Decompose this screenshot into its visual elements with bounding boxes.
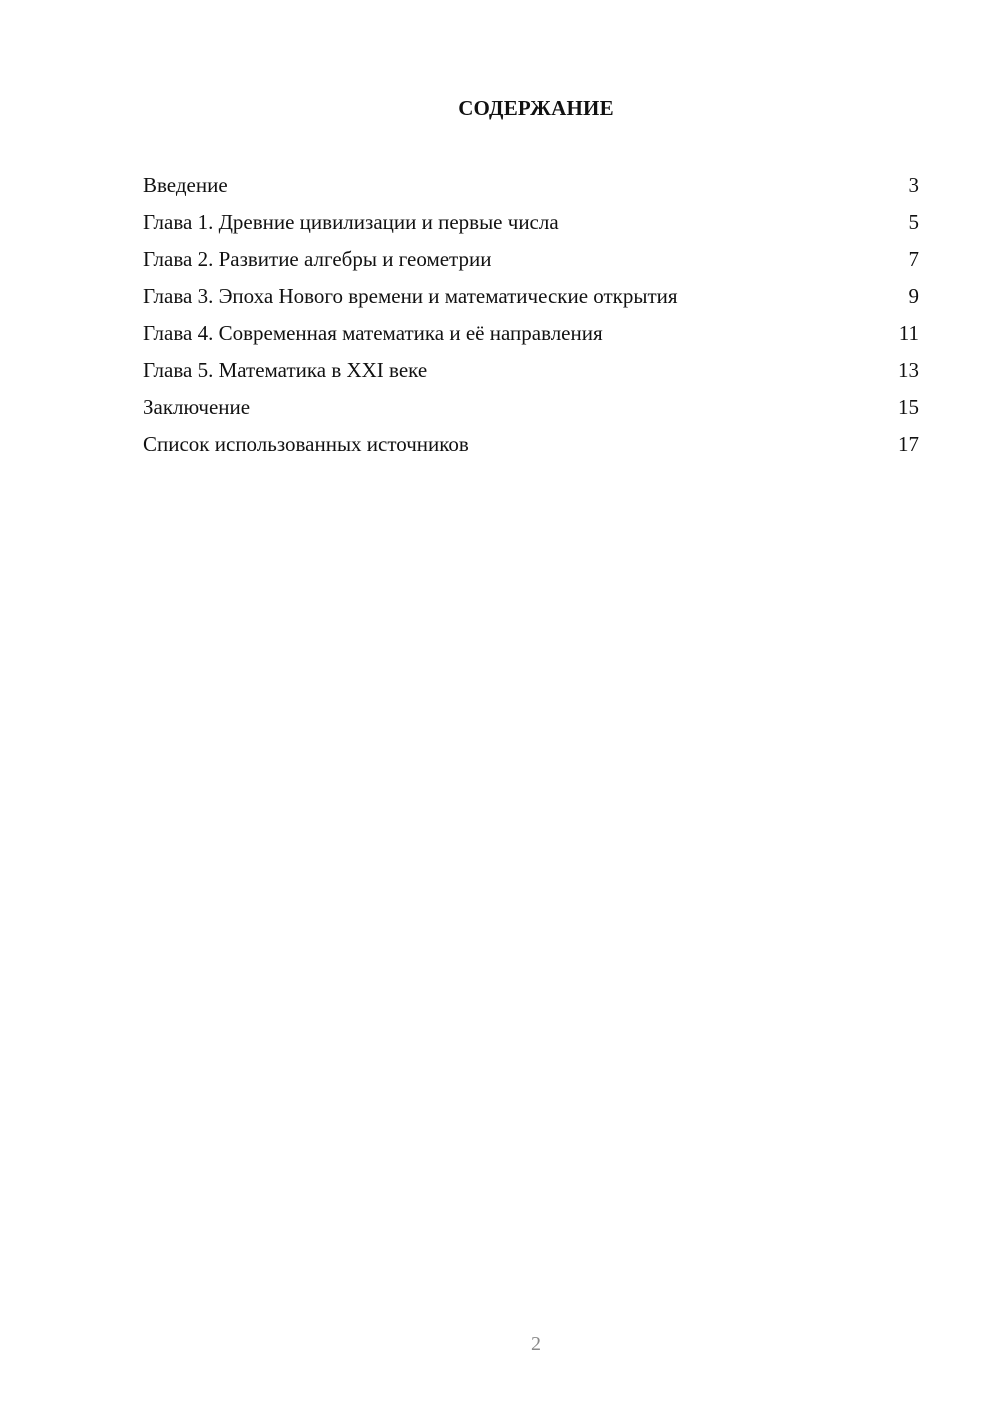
toc-entry-chapter-1[interactable] bbox=[143, 206, 919, 243]
toc-entry-label: Глава 2. Развитие алгебры и геометрии bbox=[143, 247, 492, 271]
toc-entry-label: Введение bbox=[143, 173, 228, 197]
toc-entry-page: 3 bbox=[908, 173, 919, 197]
toc-entry-page: 5 bbox=[908, 210, 919, 234]
toc-entry-page: 15 bbox=[898, 395, 919, 419]
toc-entry-page: 11 bbox=[898, 321, 919, 345]
toc-entry-references[interactable] bbox=[143, 428, 919, 465]
toc-entry-chapter-4[interactable] bbox=[143, 317, 919, 354]
table-of-contents bbox=[143, 169, 919, 465]
toc-entry-label: Заключение bbox=[143, 395, 251, 419]
toc-entry-page: 9 bbox=[908, 284, 919, 308]
toc-entry-label: Список использованных источников bbox=[143, 432, 469, 456]
toc-entry-introduction[interactable] bbox=[143, 169, 919, 206]
toc-entry-chapter-2[interactable] bbox=[143, 243, 919, 280]
toc-entry-chapter-3[interactable] bbox=[143, 280, 919, 317]
toc-heading: СОДЕРЖАНИЕ bbox=[458, 96, 614, 120]
toc-entry-chapter-5[interactable] bbox=[143, 354, 919, 391]
toc-entry-label: Глава 5. Математика в XXI веке bbox=[143, 358, 428, 382]
toc-entry-page: 7 bbox=[908, 247, 919, 271]
toc-entry-label: Глава 1. Древние цивилизации и первые числа bbox=[143, 210, 559, 234]
page-number: 2 bbox=[531, 1333, 541, 1355]
toc-entry-page: 13 bbox=[898, 358, 919, 382]
toc-entry-conclusion[interactable] bbox=[143, 391, 919, 428]
toc-entry-label: Глава 3. Эпоха Нового времени и математические открытия bbox=[143, 284, 678, 308]
toc-entry-page: 17 bbox=[898, 432, 919, 456]
toc-entry-label: Глава 4. Современная математика и её направления bbox=[143, 321, 603, 345]
